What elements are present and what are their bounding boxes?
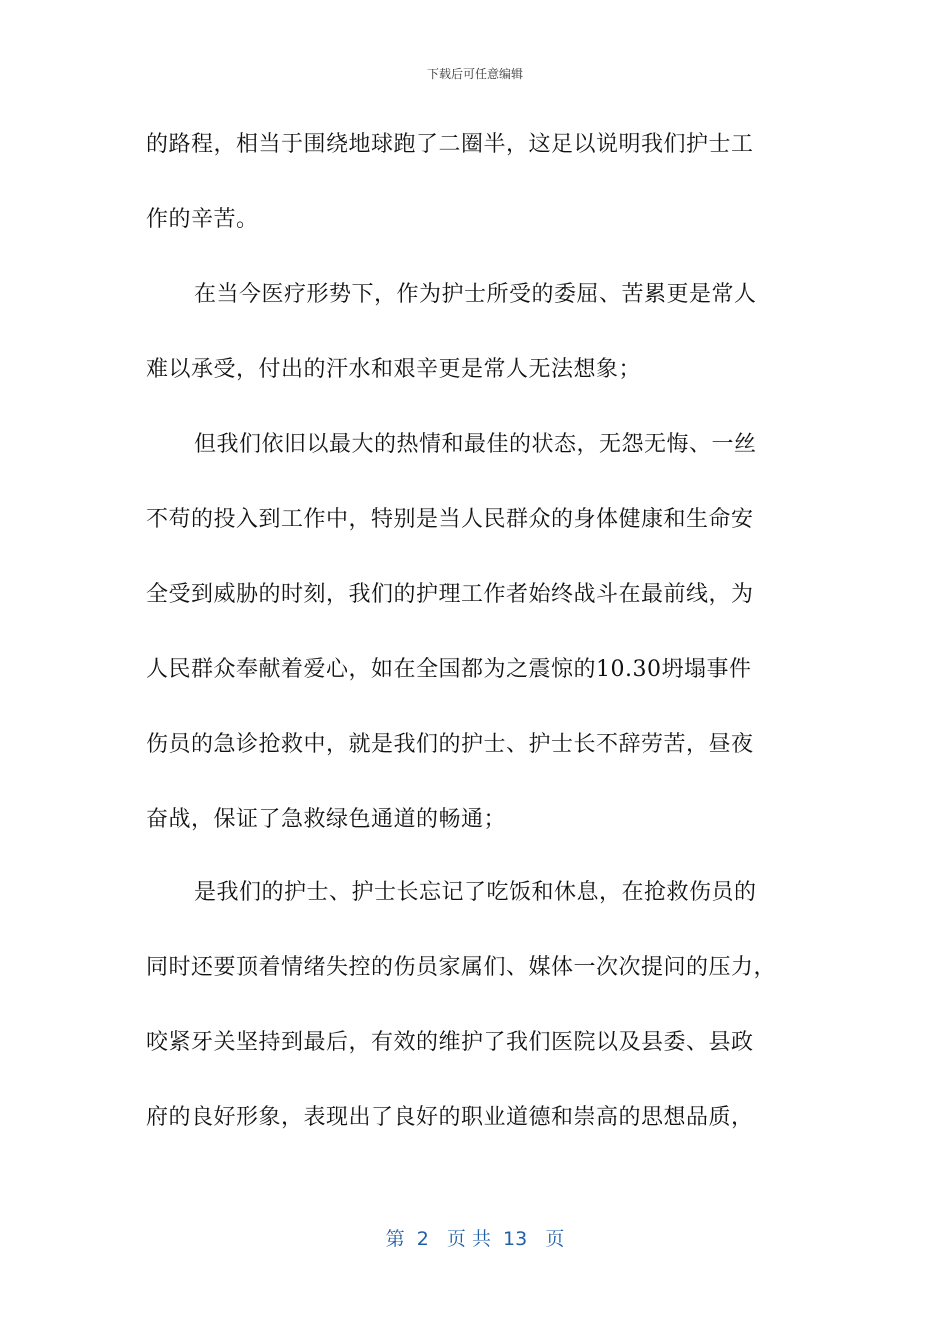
body-line-11: 是我们的护士、护士长忘记了吃饭和休息，在抢救伤员的 <box>194 880 757 905</box>
body-line-14: 府的良好形象，表现出了良好的职业道德和崇高的思想品质， <box>146 1105 754 1130</box>
body-line-2: 作的辛苦。 <box>146 207 259 232</box>
body-line-4: 难以承受，付出的汗水和艰辛更是常人无法想象； <box>146 357 642 382</box>
body-line-12: 同时还要顶着情绪失控的伤员家属们、媒体一次次提问的压力， <box>146 955 777 980</box>
body-line-8: 人民群众奉献着爱心，如在全国都为之震惊的10.30坍塌事件 <box>146 657 752 682</box>
page-footer: 第 2 页 共 13 页 <box>385 1228 565 1250</box>
body-line-13: 咬紧牙关坚持到最后，有效的维护了我们医院以及县委、县政 <box>146 1030 754 1055</box>
body-line-1: 的路程，相当于围绕地球跑了二圈半，这足以说明我们护士工 <box>146 132 754 157</box>
body-line-6: 不苟的投入到工作中，特别是当人民群众的身体健康和生命安 <box>146 507 754 532</box>
body-line-5: 但我们依旧以最大的热情和最佳的状态，无怨无悔、一丝 <box>194 432 757 457</box>
body-line-9: 伤员的急诊抢救中，就是我们的护士、护士长不辞劳苦，昼夜 <box>146 732 754 757</box>
page-header: 下载后可任意编辑 <box>426 67 523 81</box>
body-line-10: 奋战，保证了急救绿色通道的畅通； <box>146 807 507 832</box>
body-line-3: 在当今医疗形势下，作为护士所受的委屈、苦累更是常人 <box>194 282 757 307</box>
body-line-7: 全受到威胁的时刻，我们的护理工作者始终战斗在最前线，为 <box>146 582 754 607</box>
